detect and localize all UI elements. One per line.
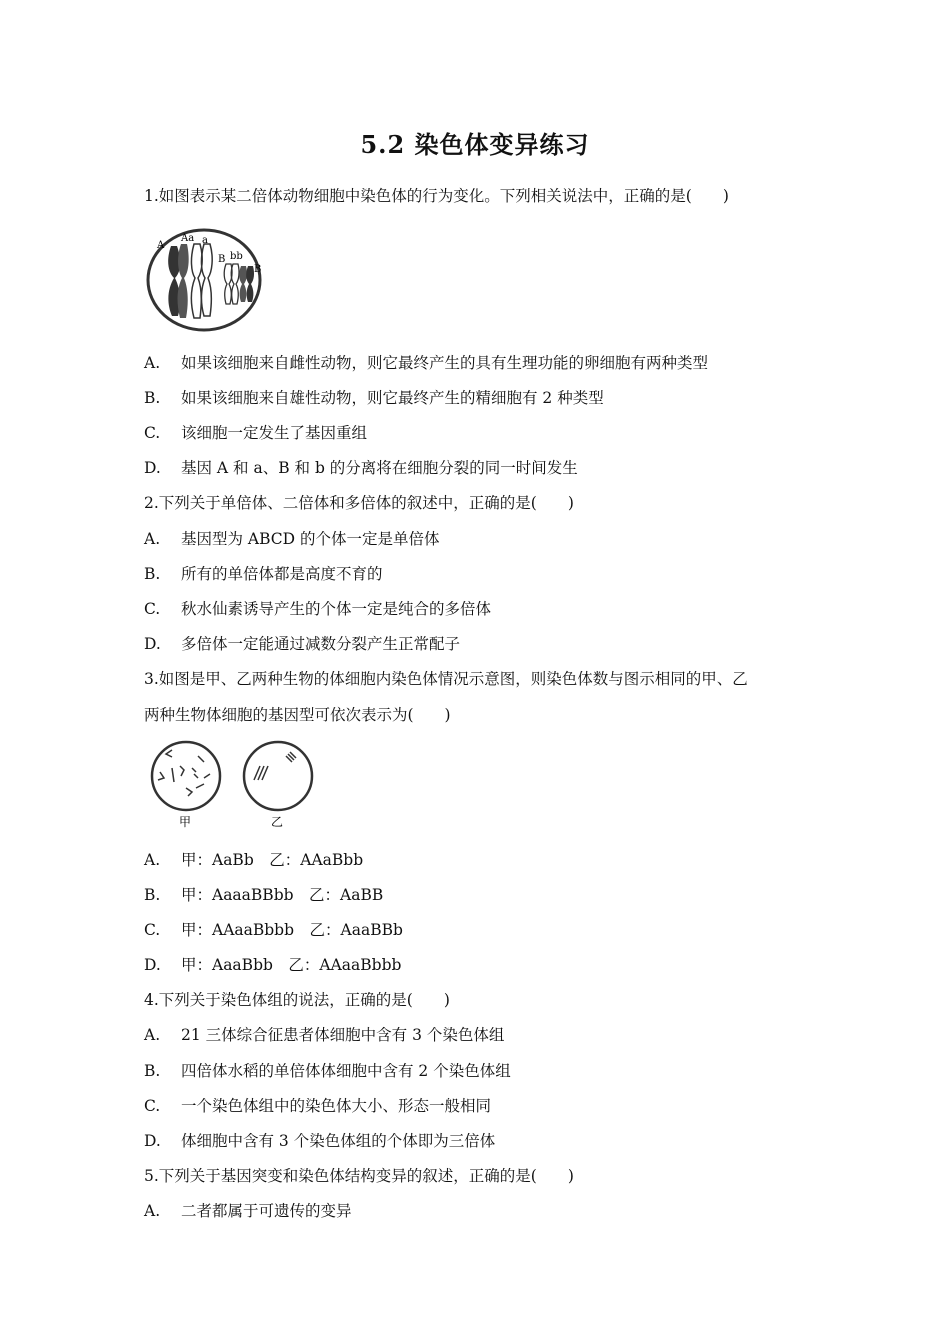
cell-jia — [152, 742, 220, 810]
q2-option-b: B. 所有的单倍体都是高度不育的 — [144, 565, 383, 583]
q5-option-a: A. 二者都属于可遗传的变异 — [144, 1202, 352, 1220]
label-Aa: Aa — [181, 233, 195, 244]
label-a: a — [202, 235, 208, 246]
question-4-stem: 4.下列关于染色体组的说法，正确的是( ) — [144, 991, 450, 1009]
question-2-stem: 2.下列关于单倍体、二倍体和多倍体的叙述中，正确的是( ) — [144, 494, 574, 512]
q1-option-c: C. 该细胞一定发生了基因重组 — [144, 424, 368, 442]
question-1-stem: 1.如图表示某二倍体动物细胞中染色体的行为变化。下列相关说法中，正确的是( ) — [144, 187, 729, 205]
question-5-stem: 5.下列关于基因突变和染色体结构变异的叙述，正确的是( ) — [144, 1167, 574, 1185]
label-jia: 甲 — [179, 815, 192, 829]
page-title: 5.2 染色体变异练习 — [360, 130, 590, 159]
q1-option-d: D. 基因 A 和 a、B 和 b 的分离将在细胞分裂的同一时间发生 — [144, 459, 578, 477]
q2-option-c: C. 秋水仙素诱导产生的个体一定是纯合的多倍体 — [144, 600, 492, 618]
two-cells-figure — [148, 738, 318, 830]
chromosome-pair-large — [168, 244, 212, 318]
chromosome-cell-figure — [144, 228, 274, 336]
question-3-stem-line-2: 两种生物体细胞的基因型可依次表示为( ) — [144, 706, 451, 724]
q3-option-a: A. 甲：AaBb 乙：AAaBbb — [144, 851, 364, 869]
label-B-right: B — [254, 264, 262, 275]
label-yi: 乙 — [271, 815, 284, 829]
q4-option-a: A. 21 三体综合征患者体细胞中含有 3 个染色体组 — [144, 1026, 505, 1044]
q1-option-b: B. 如果该细胞来自雄性动物，则它最终产生的精细胞有 2 种类型 — [144, 389, 604, 407]
label-A: A — [157, 240, 165, 251]
cell-yi — [244, 742, 312, 810]
q1-option-a: A. 如果该细胞来自雌性动物，则它最终产生的具有生理功能的卵细胞有两种类型 — [144, 354, 709, 372]
label-bb: bb — [230, 251, 243, 262]
q3-option-b: B. 甲：AaaaBBbb 乙：AaBB — [144, 886, 384, 904]
q4-option-c: C. 一个染色体组中的染色体大小、形态一般相同 — [144, 1097, 492, 1115]
q3-option-c: C. 甲：AAaaBbbb 乙：AaaBBb — [144, 921, 403, 939]
question-3-stem-line-1: 3.如图是甲、乙两种生物的体细胞内染色体情况示意图，则染色体数与图示相同的甲、乙 — [144, 670, 748, 688]
chromosome-pair-small — [224, 264, 254, 304]
q4-option-b: B. 四倍体水稻的单倍体体细胞中含有 2 个染色体组 — [144, 1062, 511, 1080]
label-B-left: B — [218, 254, 226, 265]
q2-option-d: D. 多倍体一定能通过减数分裂产生正常配子 — [144, 635, 461, 653]
q4-option-d: D. 体细胞中含有 3 个染色体组的个体即为三倍体 — [144, 1132, 496, 1150]
q3-option-d: D. 甲：AaaBbb 乙：AAaaBbbb — [144, 956, 402, 974]
q2-option-a: A. 基因型为 ABCD 的个体一定是单倍体 — [144, 530, 440, 548]
